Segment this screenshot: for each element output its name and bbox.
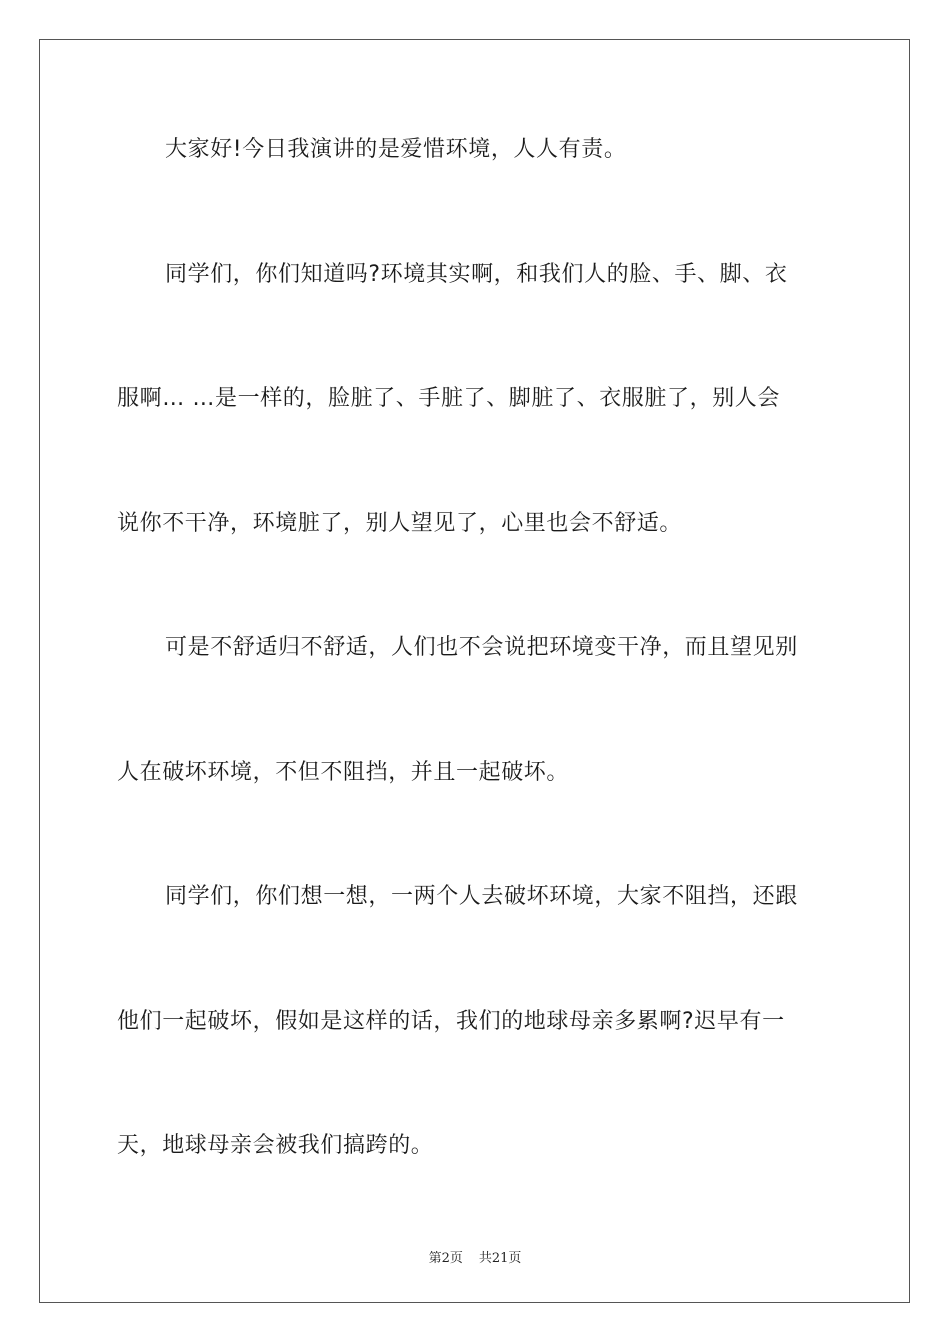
page-total: 共21页: [478, 1251, 522, 1266]
page-footer: [0, 1247, 950, 1266]
paragraph-3-line-2: 人在破坏环境，不但不阻挡，并且一起破坏。: [117, 760, 570, 785]
paragraph-1-line-1: 大家好!今日我演讲的是爱惜环境，人人有责。: [165, 137, 627, 162]
page-number: 第2页: [428, 1251, 463, 1266]
paragraph-4-line-2: 他们一起破坏，假如是这样的话，我们的地球母亲多累啊?迟早有一: [117, 1009, 785, 1034]
paragraph-4-line-3: 天，地球母亲会被我们搞跨的。: [117, 1133, 434, 1158]
paragraph-2-line-1: 同学们，你们知道吗?环境其实啊，和我们人的脸、手、脚、衣: [165, 262, 788, 287]
paragraph-3-line-1: 可是不舒适归不舒适，人们也不会说把环境变干净，而且望见别: [165, 635, 798, 660]
paragraph-2-line-2: 服啊… …是一样的，脸脏了、手脏了、脚脏了、衣服脏了，别人会: [117, 386, 780, 411]
page-border: [39, 39, 910, 1303]
paragraph-2-line-3: 说你不干净，环境脏了，别人望见了，心里也会不舒适。: [117, 511, 683, 536]
paragraph-4-line-1: 同学们，你们想一想，一两个人去破坏环境，大家不阻挡，还跟: [165, 884, 798, 909]
